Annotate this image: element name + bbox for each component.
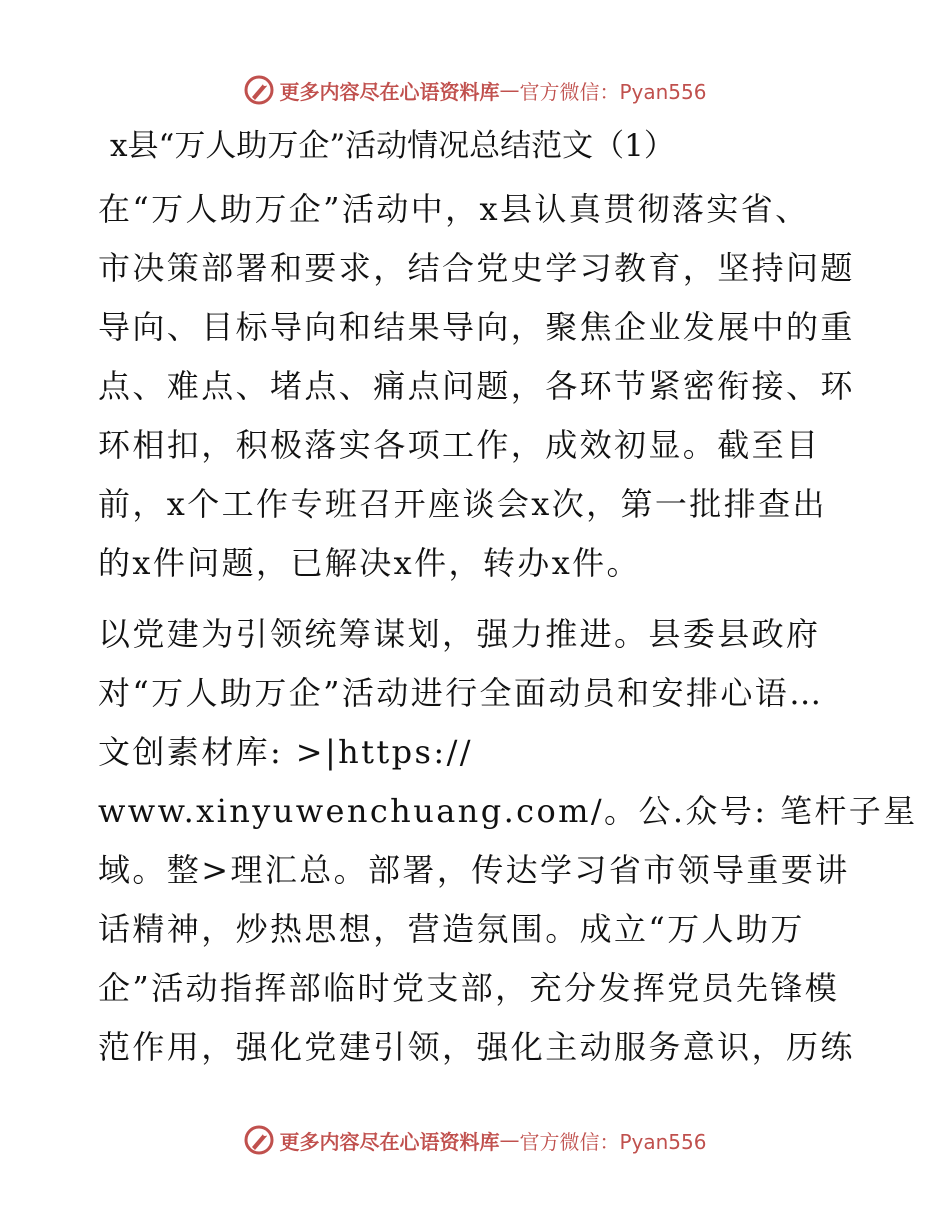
- banner-main-text: 更多内容尽在心语资料库: [279, 79, 500, 104]
- text-line: 范作用，强化党建引领，强化主动服务意识，历练: [98, 1028, 855, 1066]
- banner-dash: —: [499, 1128, 520, 1152]
- header-banner: [0, 70, 950, 110]
- text-line: 前，x个工作专班召开座谈会x次，第一批排查出: [98, 485, 827, 523]
- text-line: 市决策部署和要求，结合党史学习教育，坚持问题: [98, 249, 855, 287]
- text-line: 企”活动指挥部临时党支部，充分发挥党员先锋模: [98, 969, 840, 1007]
- banner-main-text: 更多内容尽在心语资料库: [279, 1129, 500, 1154]
- text-line: 以党建为引领统筹谋划，强力推进。县委县政府: [98, 615, 821, 653]
- text-line: 点、难点、堵点、痛点问题，各环节紧密衔接、环: [98, 367, 855, 405]
- banner-wechat-text: 官方微信：Pyan556: [519, 1129, 707, 1154]
- banner-dash: —: [499, 78, 520, 102]
- text-line: www.xinyuwenchuang.com/。公.众号: 笔杆子星: [98, 792, 918, 830]
- document-title: x县“万人助万企”活动情况总结范文（1）: [110, 128, 675, 164]
- paragraph-2: [98, 605, 918, 1077]
- text-line: 话精神，炒热思想，营造氛围。成立“万人助万: [98, 910, 805, 948]
- text-line: 对“万人助万企”活动进行全面动员和安排心语…: [98, 674, 824, 712]
- text-line: 导向、目标导向和结果导向，聚焦企业发展中的重: [98, 308, 855, 346]
- text-line: 在“万人助万企”活动中，x县认真贯彻落实省、: [98, 190, 810, 228]
- pen-seal-logo-icon: [243, 1124, 275, 1156]
- text-line: 的x件问题，已解决x件，转办x件。: [98, 544, 641, 582]
- text-line: 文创素材库: >|https://: [98, 733, 473, 771]
- text-line: 域。整>理汇总。部署，传达学习省市领导重要讲: [98, 851, 850, 889]
- text-line: 环相扣，积极落实各项工作，成效初显。截至目: [98, 426, 821, 464]
- footer-banner: [0, 1120, 950, 1160]
- document-body: [98, 118, 918, 1089]
- banner-wechat-text: 官方微信：Pyan556: [519, 79, 707, 104]
- paragraph-1: [98, 180, 858, 593]
- pen-seal-logo-icon: [243, 74, 275, 106]
